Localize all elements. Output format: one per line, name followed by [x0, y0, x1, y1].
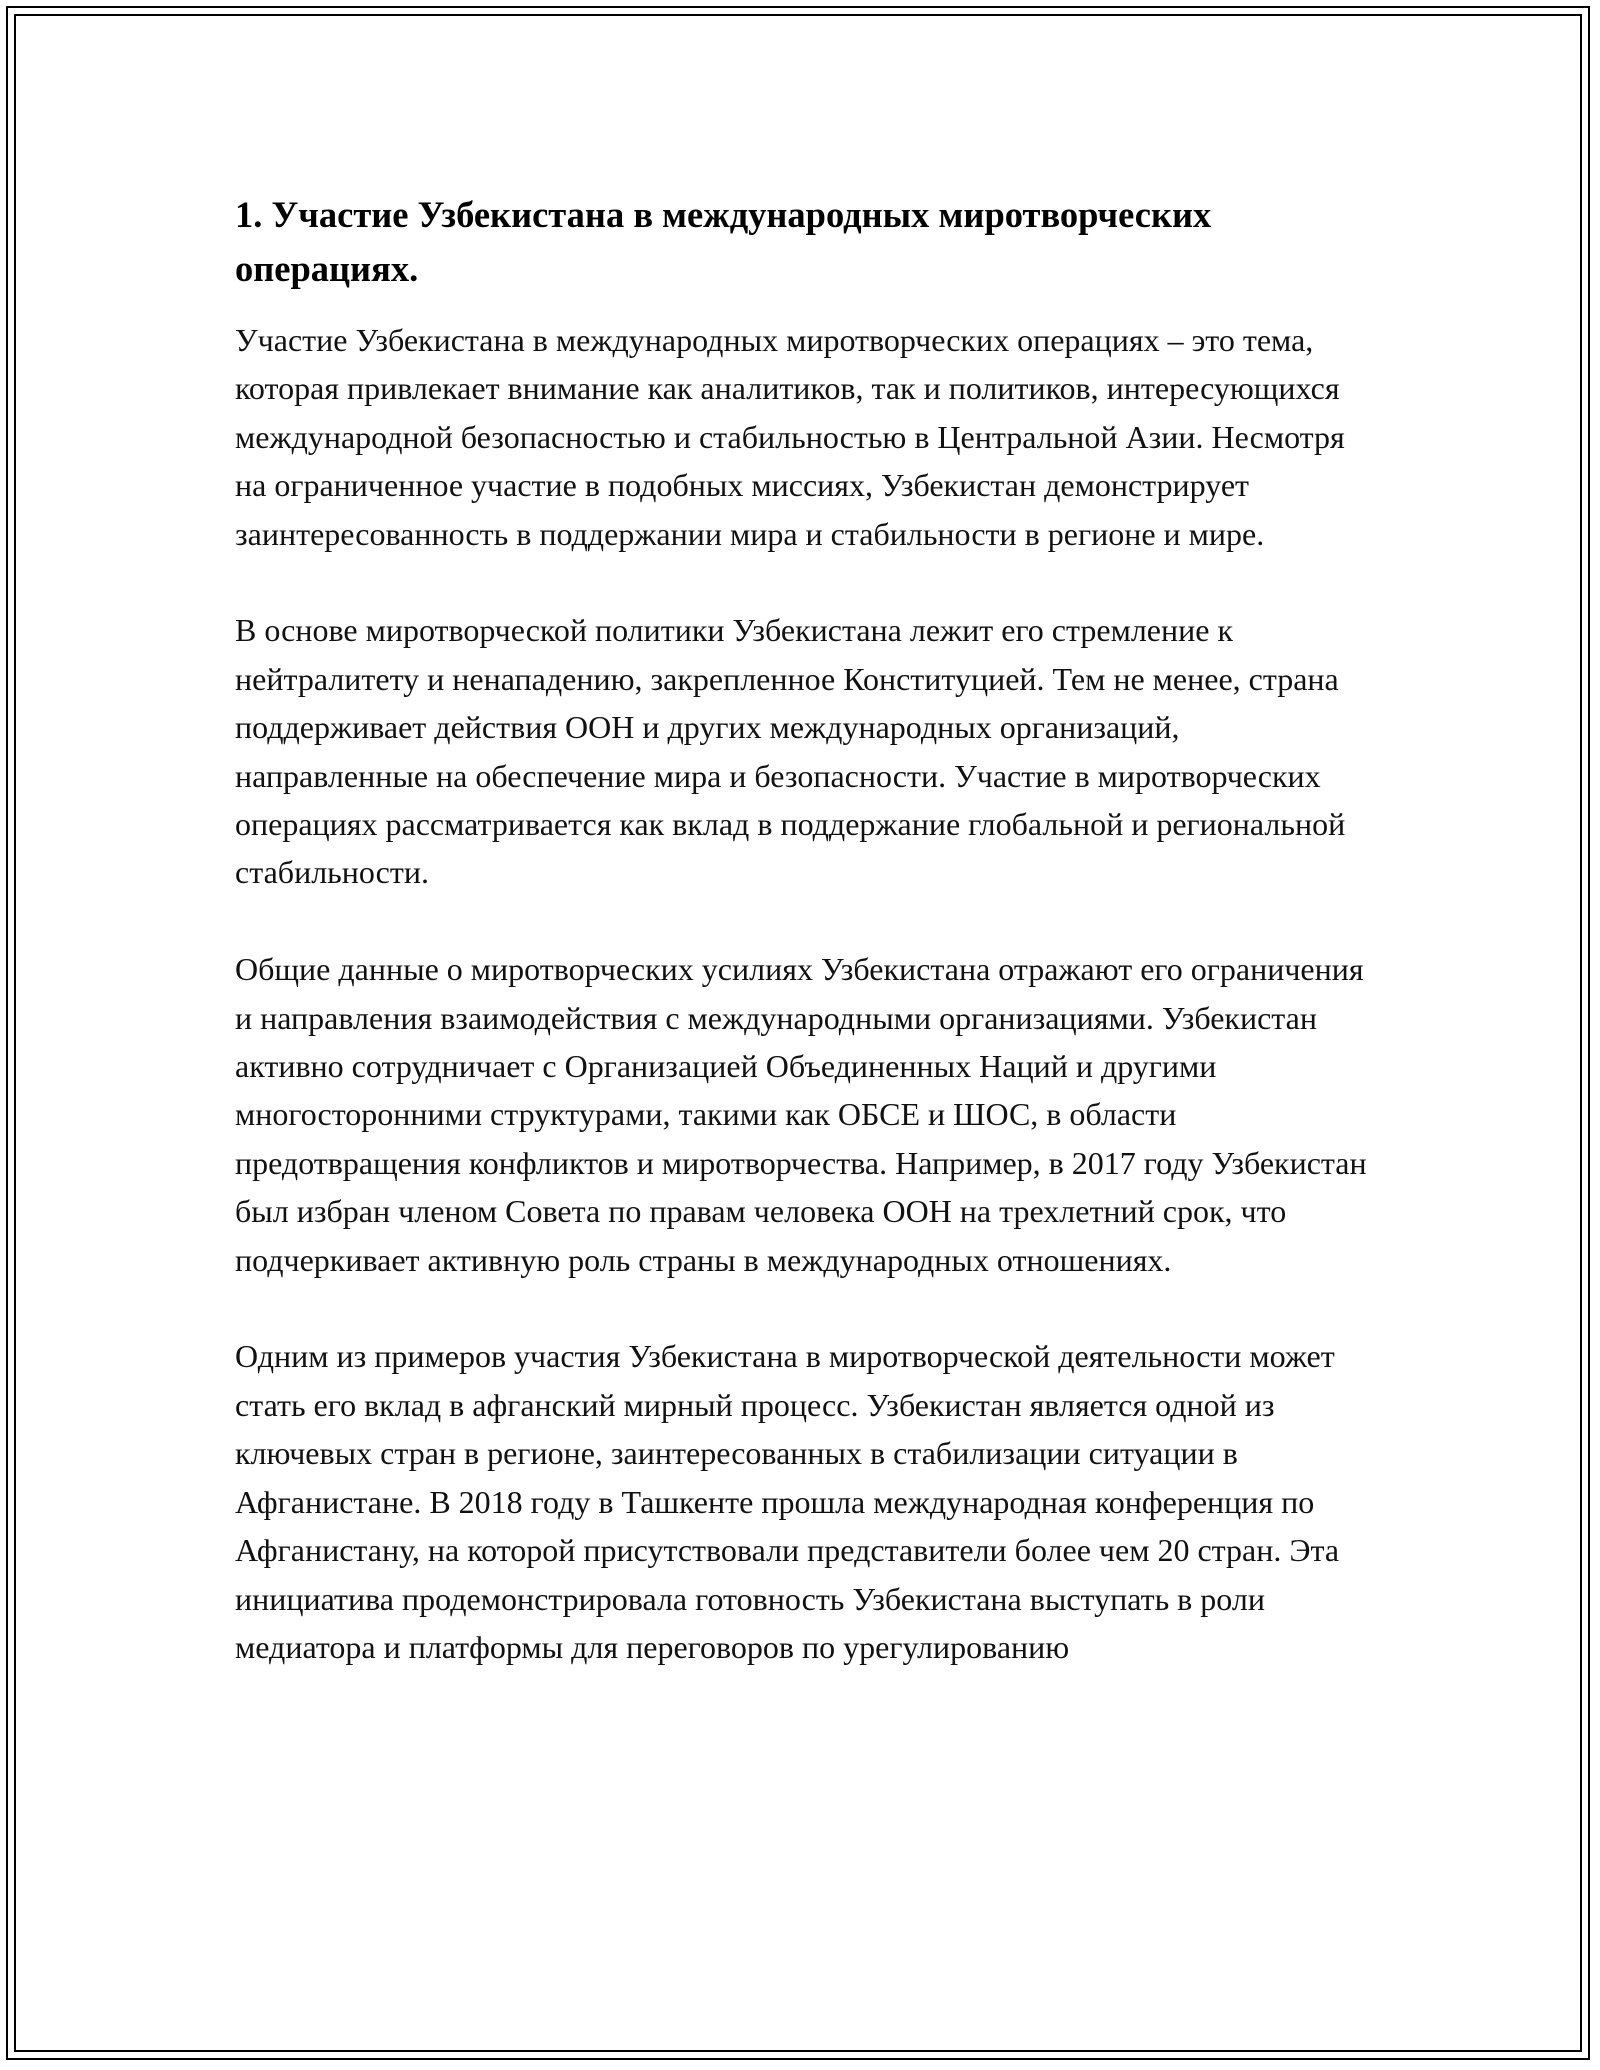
document-body	[235, 188, 1375, 1671]
paragraph-3: Общие данные о миротворческих усилиях Узбекистана отражают его ограничения и направления взаимодействия с международными организациями. Узбекистан активно сотрудничает с Организацией Объединенных Наций и другими многосторонними структурами, такими как ОБСЕ и ШОС, в области предотвращения конфликтов и миротворчества. Например, в 2017 году Узбекистан был избран членом Совета по правам человека ООН на трехлетний срок, что подчеркивает активную роль страны в международных отношениях.	[235, 951, 1367, 1278]
section-heading: 1. Участие Узбекистана в международных миротворческих операциях.	[235, 194, 1212, 289]
paragraph-1: Участие Узбекистана в международных миротворческих операциях – это тема, которая привлекает внимание как аналитиков, так и политиков, интересующихся международной безопасностью и стабильностью в Центральной Азии. Несмотря на ограниченное участие в подобных миссиях, Узбекистан демонстрирует заинтересованность в поддержании мира и стабильности в регионе и мире.	[235, 322, 1345, 552]
paragraph-2: В основе миротворческой политики Узбекистана лежит его стремление к нейтралитету и ненападению, закрепленное Конституцией. Тем не менее, страна поддерживает действия ООН и других международных организаций, направленные на обеспечение мира и безопасности. Участие в миротворческих операциях рассматривается как вклад в поддержание глобальной и региональной стабильности.	[235, 612, 1346, 891]
paragraph-4: Одним из примеров участия Узбекистана в миротворческой деятельности может стать его вклад в афганский мирный процесс. Узбекистан является одной из ключевых стран в регионе, заинтересованных в стабилизации ситуации в Афганистане. В 2018 году в Ташкенте прошла международная конференция по Афганистану, на которой присутствовали представители более чем 20 стран. Эта инициатива продемонстрировала готовность Узбекистана выступать в роли медиатора и платформы для переговоров по урегулированию	[235, 1338, 1340, 1665]
